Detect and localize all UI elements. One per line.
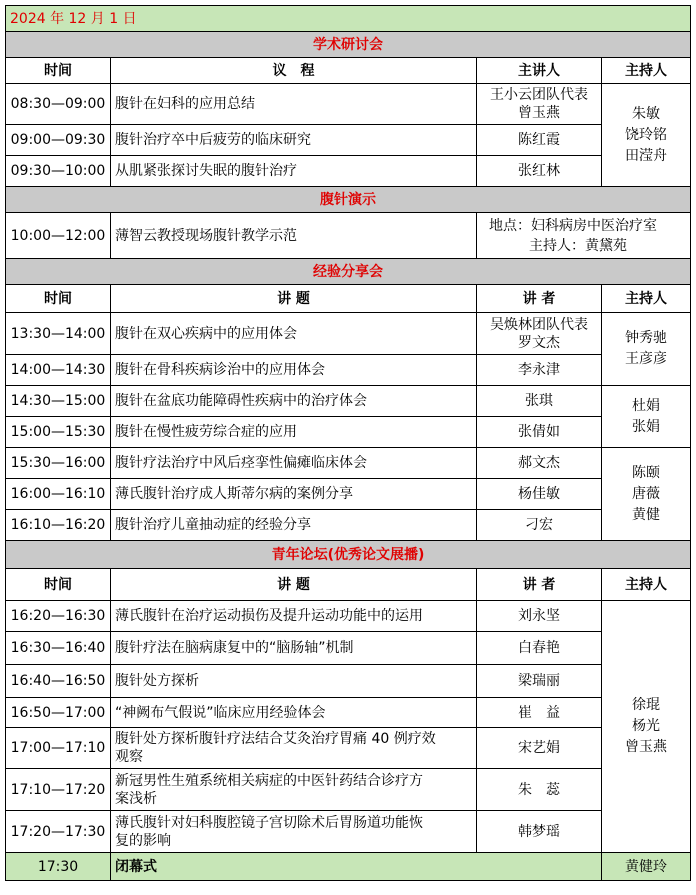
table-row [6,448,691,479]
topic-cell: 腹针处方探析 [111,665,477,698]
date-row [6,6,691,32]
time-cell: 15:00—15:30 [6,417,111,448]
speaker-cell: 张琪 [477,386,602,417]
time-cell: 08:30—09:00 [6,84,111,125]
host-name: 黄健 [632,506,661,523]
column-header: 主持人 [602,285,691,313]
time-cell: 16:30—16:40 [6,632,111,665]
column-header: 讲 者 [477,569,602,601]
table-row [6,601,691,632]
topic-cell: 腹针治疗卒中后疲劳的临床研究 [111,125,477,156]
topic-cell: 腹针在慢性疲劳综合症的应用 [111,417,477,448]
time-cell: 16:00—16:10 [6,479,111,510]
host-name: 张娟 [632,418,661,435]
date-label: 2024 年 12 月 1 日 [6,6,691,32]
column-header: 时间 [6,569,111,601]
column-header: 讲 题 [111,285,477,313]
column-header: 讲 者 [477,285,602,313]
schedule-table [5,5,691,881]
speaker-cell: 刘永坚 [477,601,602,632]
table-row [6,355,691,386]
time-cell: 17:30 [6,853,111,881]
speaker-cell: 李永津 [477,355,602,386]
closing-label: 闭幕式 [111,853,602,881]
column-header: 时间 [6,58,111,84]
table-row [6,698,691,728]
host-name: 杜娟 [632,397,661,414]
host-name: 陈颐 [632,464,661,481]
time-cell: 16:40—16:50 [6,665,111,698]
column-header: 讲 题 [111,569,477,601]
time-cell: 17:00—17:10 [6,728,111,769]
host-name: 王彦彦 [625,351,668,367]
topic-line: 案浅析 [115,790,157,807]
speaker-cell: 韩梦瑶 [477,811,602,853]
speaker-cell [477,84,602,125]
speaker-cell: 崔 益 [477,698,602,728]
topic-line: 复的影响 [115,832,171,849]
topic-cell: 薄氏腹针治疗成人斯蒂尔病的案例分享 [111,479,477,510]
host-name: 田滢舟 [625,147,668,164]
table-row [6,213,691,259]
topic-cell: 薄氏腹针在治疗运动损伤及提升运动功能中的运用 [111,601,477,632]
column-header-row [6,569,691,601]
demo-host-text: 主持人：黄黛苑 [529,237,627,254]
speaker-name: 王小云团队代表 [490,87,588,103]
topic-cell: 腹针在盆底功能障碍性疾病中的治疗体会 [111,386,477,417]
time-cell: 16:20—16:30 [6,601,111,632]
topic-cell: 腹针在妇科的应用总结 [111,84,477,125]
host-cell: 黄健玲 [602,853,691,881]
time-cell: 14:30—15:00 [6,386,111,417]
table-row [6,386,691,417]
speaker-cell: 梁瑞丽 [477,665,602,698]
time-cell: 09:30—10:00 [6,156,111,187]
time-cell: 16:10—16:20 [6,510,111,541]
closing-row [6,853,691,881]
topic-cell: 腹针在双心疾病中的应用体会 [111,313,477,355]
column-header-row [6,285,691,313]
table-row [6,632,691,665]
topic-cell: 腹针疗法治疗中风后痉挛性偏瘫临床体会 [111,448,477,479]
table-row [6,125,691,156]
topic-cell: 腹针在骨科疾病诊治中的应用体会 [111,355,477,386]
section-title: 青年论坛(优秀论文展播) [6,541,691,569]
speaker-cell: 张倩如 [477,417,602,448]
host-cell [602,313,691,386]
section-title: 经验分享会 [6,259,691,285]
section-title: 学术研讨会 [6,32,691,58]
topic-line: 观察 [115,749,143,765]
host-name: 唐薇 [632,485,661,502]
host-name: 朱敏 [632,105,661,122]
table-row [6,769,691,811]
host-name: 杨光 [632,718,661,734]
table-row [6,156,691,187]
speaker-name: 曾玉燕 [518,105,560,121]
time-cell: 17:10—17:20 [6,769,111,811]
speaker-cell: 白春艳 [477,632,602,665]
speaker-name: 吴焕林团队代表 [490,316,588,333]
table-row [6,313,691,355]
speaker-cell: 宋艺娟 [477,728,602,769]
topic-line: 腹针处方探析腹针疗法结合艾灸治疗胃痛 40 例疗效 [115,731,436,747]
table-row [6,510,691,541]
table-row [6,811,691,853]
speaker-cell: 张红林 [477,156,602,187]
speaker-cell: 杨佳敏 [477,479,602,510]
host-cell [602,84,691,187]
table-row [6,479,691,510]
location-text: 地点：妇科病房中医治疗室 [489,217,657,234]
location-cell [477,213,691,259]
column-header: 时间 [6,285,111,313]
column-header: 主讲人 [477,58,602,84]
host-cell [602,601,691,853]
column-header-row [6,58,691,84]
speaker-cell [477,313,602,355]
column-header: 议 程 [111,58,477,84]
host-name: 钟秀驰 [625,330,668,346]
table-row [6,84,691,125]
table-row [6,417,691,448]
time-cell: 13:30—14:00 [6,313,111,355]
host-name: 饶玲铭 [625,126,668,143]
column-header: 主持人 [602,569,691,601]
time-cell: 10:00—12:00 [6,213,111,259]
speaker-name: 罗文杰 [518,334,560,351]
topic-cell [111,769,477,811]
topic-cell: 薄智云教授现场腹针教学示范 [111,213,477,259]
time-cell: 14:00—14:30 [6,355,111,386]
topic-line: 新冠男性生殖系统相关病症的中医针药结合诊疗方 [115,772,423,789]
topic-cell [111,728,477,769]
speaker-cell: 陈红霞 [477,125,602,156]
topic-cell: 腹针疗法在脑病康复中的“脑肠轴”机制 [111,632,477,665]
speaker-cell: 刁宏 [477,510,602,541]
table-row [6,665,691,698]
time-cell: 17:20—17:30 [6,811,111,853]
host-name: 徐琨 [632,697,661,713]
topic-cell: “神阙布气假说”临床应用经验体会 [111,698,477,728]
table-row [6,728,691,769]
host-cell [602,448,691,541]
topic-cell [111,811,477,853]
time-cell: 16:50—17:00 [6,698,111,728]
host-name: 曾玉燕 [625,739,668,755]
host-cell [602,386,691,448]
section-title: 腹针演示 [6,187,691,213]
column-header: 主持人 [602,58,691,84]
section-header-experience [6,259,691,285]
topic-line: 薄氏腹针对妇科腹腔镜子宫切除术后胃肠道功能恢 [115,814,423,831]
section-header-demo [6,187,691,213]
section-header-seminar [6,32,691,58]
time-cell: 15:30—16:00 [6,448,111,479]
section-header-youth [6,541,691,569]
speaker-cell: 朱 蕊 [477,769,602,811]
topic-cell: 从肌紧张探讨失眠的腹针治疗 [111,156,477,187]
topic-cell: 腹针治疗儿童抽动症的经验分享 [111,510,477,541]
time-cell: 09:00—09:30 [6,125,111,156]
speaker-cell: 郝文杰 [477,448,602,479]
